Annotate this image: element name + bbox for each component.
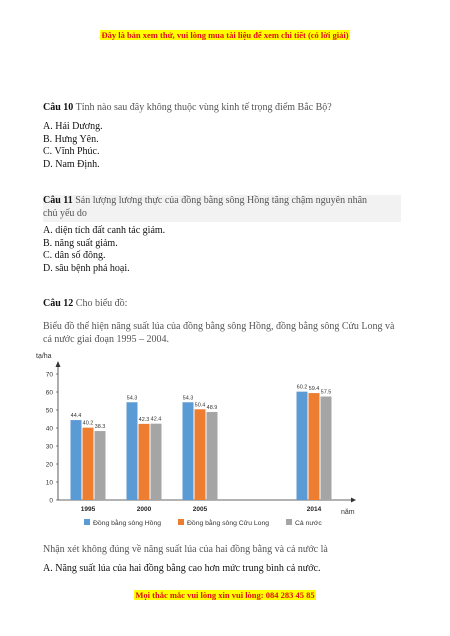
question-12-statement: Nhận xét không đúng về năng suất lúa của hai đồng bằng và cả nước là	[43, 544, 328, 555]
bar	[321, 397, 332, 501]
y-tick-label: 0	[49, 497, 53, 505]
question-10-option-a[interactable]: A. Hải Dương.	[43, 121, 103, 132]
question-12-label: Câu 12	[43, 298, 74, 309]
question-11-label: Câu 11	[43, 195, 73, 206]
x-tick-label: 2014	[306, 506, 322, 513]
question-11-option-d[interactable]: D. sâu bệnh phá hoại.	[43, 262, 130, 274]
question-10	[43, 102, 332, 115]
legend-swatch	[286, 519, 292, 525]
chart-caption: Biểu đồ thể hiện năng suất lúa của đồng bằng sông Hồng, đồng bằng sông Cửu Long và cả nước giai đoạn 1995 – 2004.	[43, 321, 395, 345]
x-axis-label: năm	[341, 509, 355, 516]
data-label: 40.2	[82, 420, 94, 427]
question-10-label: Câu 10	[43, 102, 74, 113]
question-11-text-line2: chủ yếu do	[43, 207, 87, 219]
question-12-text: Cho biểu đồ:	[75, 298, 128, 309]
question-11-option-b[interactable]: B. năng suất giảm.	[43, 237, 118, 249]
x-axis-arrow	[351, 498, 356, 503]
question-11-text-line1: Sản lượng lương thực của đồng bằng sông Hồng tăng chậm nguyên nhân	[75, 195, 368, 206]
question-10-option-d[interactable]: D. Nam Định.	[43, 158, 100, 170]
question-10-option-b[interactable]: B. Hưng Yên.	[43, 133, 99, 145]
question-10-text: Tỉnh nào sau đây không thuộc vùng kinh tế trọng điểm Bắc Bộ?	[75, 102, 332, 113]
data-label: 60.2	[296, 384, 308, 391]
question-12	[43, 298, 127, 311]
y-axis-arrow	[56, 361, 61, 367]
y-axis-label: tạ/ha	[36, 353, 52, 360]
bar	[309, 393, 320, 500]
question-12-option-a[interactable]: A. Năng suất lúa của hai đồng bằng cao hơn mức trung bình cả nước.	[43, 563, 321, 574]
bar	[297, 392, 308, 500]
header-notice: Đây là bản xem thử, vui lòng mua tài liệu để xem chi tiết (có lời giải)	[101, 30, 349, 40]
data-label: 44.4	[70, 413, 82, 420]
data-label: 38.3	[94, 424, 106, 431]
bar	[71, 420, 82, 500]
data-label: 57.5	[320, 389, 332, 396]
legend-label: Đồng bằng sông Cửu Long	[187, 520, 270, 527]
data-label: 59.4	[308, 386, 320, 393]
footer-notice: Mọi thắc mắc vui lòng xin vui lòng: 084 283 45 85	[135, 590, 315, 600]
legend-label: Đồng bằng sông Hồng	[93, 520, 162, 527]
data-label: 42.4	[150, 416, 162, 423]
bar	[95, 431, 106, 500]
question-11	[43, 195, 401, 222]
question-11-option-c[interactable]: C. dân số đông.	[43, 250, 106, 261]
bar	[151, 424, 162, 500]
y-tick-label: 10	[45, 479, 53, 487]
bar	[139, 424, 150, 500]
y-tick-label: 70	[45, 371, 53, 379]
y-tick-label: 30	[45, 443, 53, 451]
data-label: 42.3	[138, 416, 150, 423]
y-tick-label: 60	[45, 389, 53, 397]
y-tick-label: 40	[45, 425, 53, 433]
question-10-options	[43, 121, 103, 171]
bar	[83, 428, 94, 500]
data-label: 48.9	[206, 404, 218, 411]
x-tick-label: 2000	[136, 506, 152, 513]
data-label: 54.3	[126, 395, 138, 402]
bar	[195, 409, 206, 500]
legend-swatch	[178, 519, 184, 525]
question-11-options	[43, 225, 165, 275]
question-10-option-c[interactable]: C. Vĩnh Phúc.	[43, 146, 100, 157]
legend-label: Cả nước	[295, 520, 322, 527]
x-tick-label: 1995	[80, 506, 96, 513]
legend-swatch	[84, 519, 90, 525]
bar	[183, 402, 194, 500]
x-tick-label: 2005	[192, 506, 208, 513]
question-11-option-a[interactable]: A. diện tích đất canh tác giảm.	[43, 225, 166, 236]
y-tick-label: 50	[45, 407, 53, 415]
y-tick-label: 20	[45, 461, 53, 469]
data-label: 54.3	[182, 395, 194, 402]
yield-bar-chart	[36, 350, 366, 535]
bar	[127, 402, 138, 500]
data-label: 50.4	[194, 402, 206, 409]
bar	[207, 412, 218, 500]
